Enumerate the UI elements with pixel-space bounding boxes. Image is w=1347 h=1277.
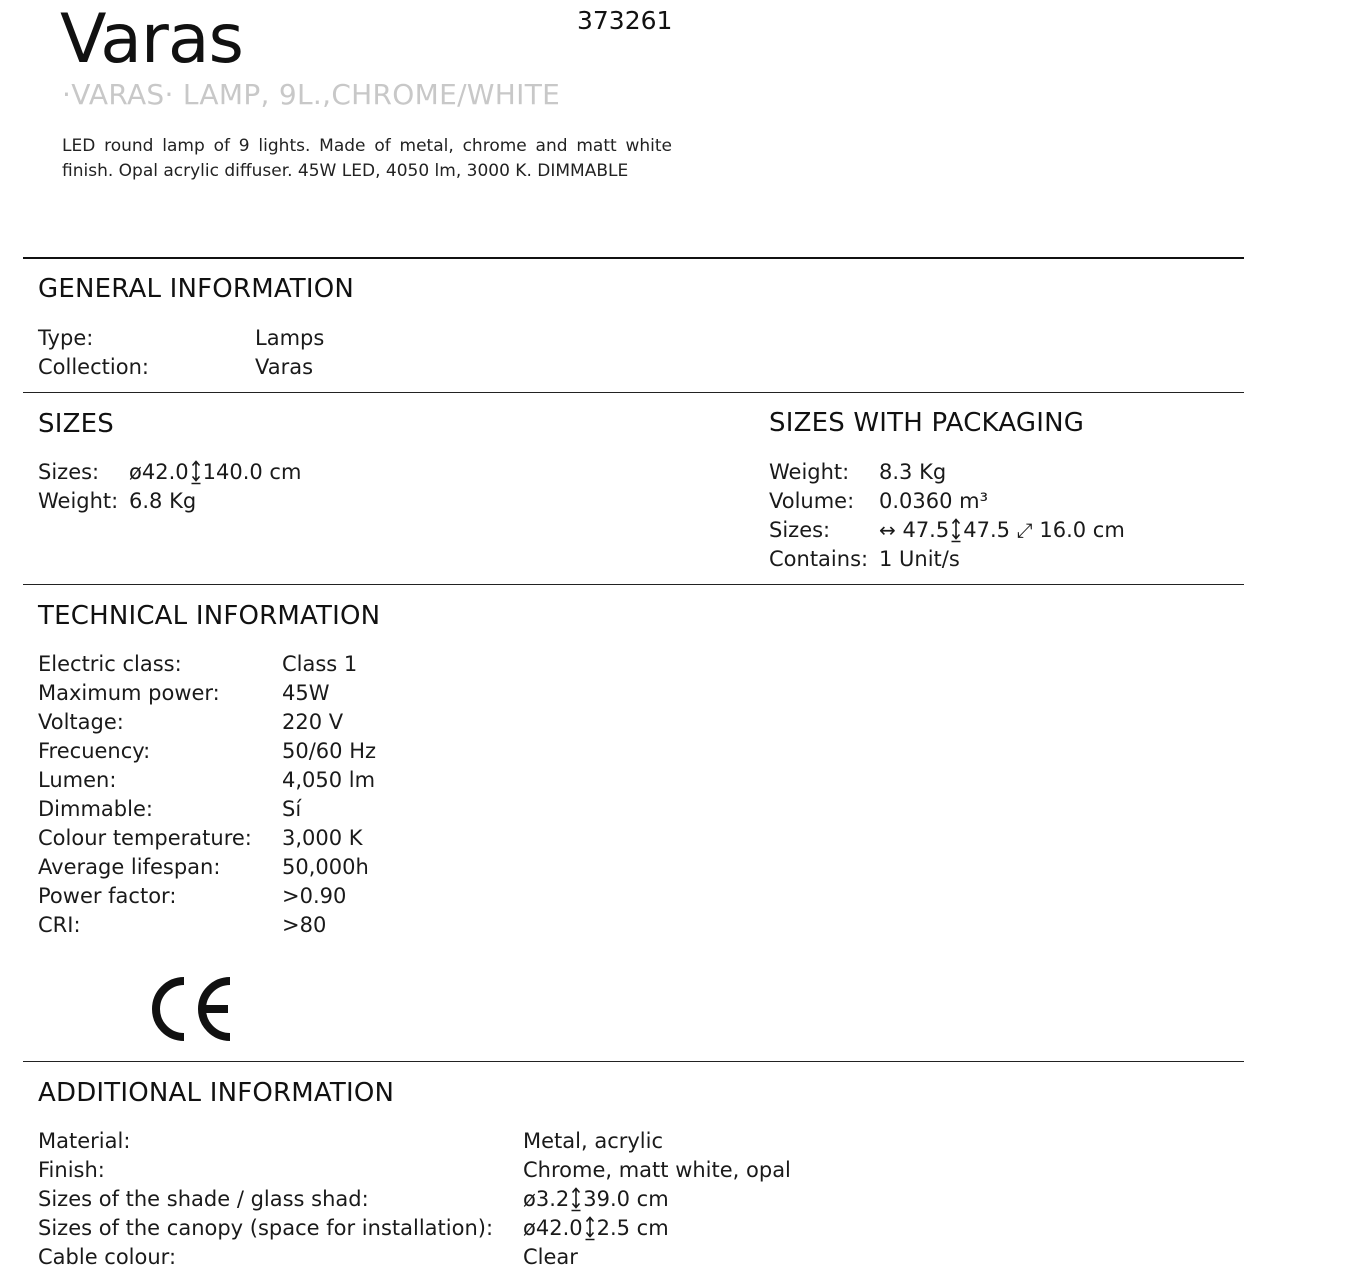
technical-value: >0.90 bbox=[282, 884, 347, 908]
shade-diameter: ø3.2 bbox=[523, 1187, 570, 1211]
section-divider bbox=[23, 584, 1244, 585]
technical-value: 50,000h bbox=[282, 855, 369, 879]
ce-mark-icon bbox=[150, 975, 234, 1047]
technical-value: 4,050 lm bbox=[282, 768, 376, 792]
additional-value bbox=[523, 1214, 669, 1243]
up-down-arrow-icon bbox=[571, 1186, 581, 1212]
technical-value: 45W bbox=[282, 681, 330, 705]
technical-label: Electric class: bbox=[38, 652, 182, 676]
technical-value: Class 1 bbox=[282, 652, 358, 676]
additional-label: Sizes of the canopy (space for installation): bbox=[38, 1216, 494, 1240]
up-down-arrow-icon bbox=[951, 517, 961, 543]
canopy-height: 2.5 cm bbox=[596, 1216, 669, 1240]
up-down-arrow-icon bbox=[585, 1215, 595, 1241]
packaging-weight-value: 8.3 Kg bbox=[879, 460, 947, 484]
technical-label: Colour temperature: bbox=[38, 826, 252, 850]
additional-label: Cable colour: bbox=[38, 1245, 177, 1269]
packaging-contains-value: 1 Unit/s bbox=[879, 547, 960, 571]
packaging-sizes-value bbox=[879, 516, 1125, 545]
technical-label: CRI: bbox=[38, 913, 81, 937]
diagonal-arrow-icon: ⤢ bbox=[1016, 518, 1033, 542]
additional-heading: ADDITIONAL INFORMATION bbox=[38, 1078, 395, 1108]
general-label: Collection: bbox=[38, 355, 149, 379]
general-label: Type: bbox=[38, 326, 94, 350]
additional-value: Clear bbox=[523, 1245, 578, 1269]
product-description: LED round lamp of 9 lights. Made of metal, chrome and matt white finish. Opal acrylic diffuser. 45W LED, 4050 lm, 3000 K. DIMMABLE bbox=[62, 136, 672, 181]
sizes-value bbox=[129, 458, 301, 487]
packaging-volume-value: 0.0360 m³ bbox=[879, 489, 989, 513]
packaging-weight-label: Weight: bbox=[769, 460, 850, 484]
left-right-arrow-icon: ↔ bbox=[879, 518, 896, 542]
technical-label: Frecuency: bbox=[38, 739, 151, 763]
packaging-sizes-label: Sizes: bbox=[769, 518, 831, 542]
section-divider bbox=[23, 1061, 1244, 1062]
additional-value bbox=[523, 1185, 669, 1214]
packaging-width: 47.5 bbox=[902, 518, 950, 542]
technical-value: 50/60 Hz bbox=[282, 739, 377, 763]
product-subtitle: ·VARAS· LAMP, 9L.,CHROME/WHITE bbox=[62, 78, 561, 111]
sizes-heading: SIZES bbox=[38, 409, 114, 439]
general-value: Lamps bbox=[255, 326, 325, 350]
canopy-diameter: ø42.0 bbox=[523, 1216, 583, 1240]
sizes-diameter: ø42.0 bbox=[129, 460, 189, 484]
technical-value: >80 bbox=[282, 913, 327, 937]
technical-label: Dimmable: bbox=[38, 797, 153, 821]
product-name: Varas bbox=[60, 0, 243, 79]
technical-label: Power factor: bbox=[38, 884, 177, 908]
weight-value: 6.8 Kg bbox=[129, 489, 197, 513]
additional-value: Chrome, matt white, opal bbox=[523, 1158, 791, 1182]
weight-label: Weight: bbox=[38, 489, 119, 513]
general-value: Varas bbox=[255, 355, 314, 379]
additional-label: Finish: bbox=[38, 1158, 105, 1182]
packaging-volume-label: Volume: bbox=[769, 489, 855, 513]
packaging-height: 47.5 bbox=[963, 518, 1010, 542]
up-down-arrow-icon bbox=[191, 459, 201, 485]
sizes-label: Sizes: bbox=[38, 460, 100, 484]
packaging-contains-label: Contains: bbox=[769, 547, 869, 571]
additional-label: Material: bbox=[38, 1129, 131, 1153]
product-reference: 373261 bbox=[577, 6, 673, 35]
section-divider bbox=[23, 392, 1244, 393]
technical-value: 220 V bbox=[282, 710, 344, 734]
technical-label: Average lifespan: bbox=[38, 855, 221, 879]
technical-value: Sí bbox=[282, 797, 302, 821]
technical-label: Lumen: bbox=[38, 768, 117, 792]
technical-label: Maximum power: bbox=[38, 681, 220, 705]
shade-height: 39.0 cm bbox=[583, 1187, 669, 1211]
additional-value: Metal, acrylic bbox=[523, 1129, 664, 1153]
packaging-depth: 16.0 cm bbox=[1039, 518, 1125, 542]
sizes-height: 140.0 cm bbox=[202, 460, 302, 484]
packaging-heading: SIZES WITH PACKAGING bbox=[769, 408, 1085, 438]
technical-heading: TECHNICAL INFORMATION bbox=[38, 601, 381, 631]
general-heading: GENERAL INFORMATION bbox=[38, 274, 355, 304]
technical-label: Voltage: bbox=[38, 710, 124, 734]
technical-value: 3,000 K bbox=[282, 826, 363, 850]
additional-label: Sizes of the shade / glass shad: bbox=[38, 1187, 369, 1211]
section-divider bbox=[23, 257, 1244, 259]
